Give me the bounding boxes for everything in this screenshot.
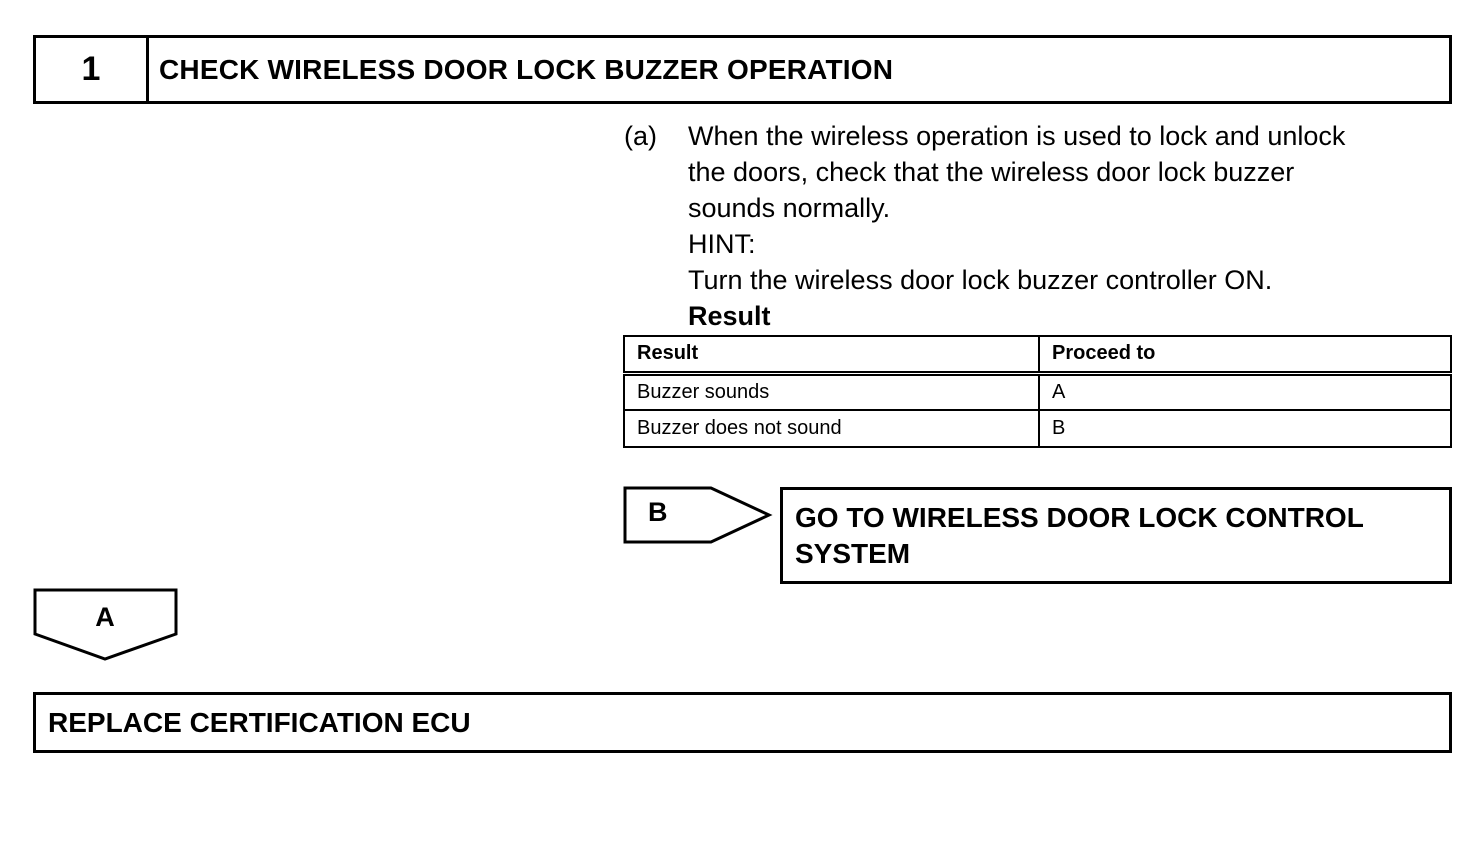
table-row xyxy=(624,410,1451,447)
step-number: 1 xyxy=(36,38,149,101)
instruction-text xyxy=(688,118,1448,334)
instruction-line: sounds normally. xyxy=(688,193,891,223)
instruction-line: the doors, check that the wireless door lock buzzer xyxy=(688,157,1295,187)
instruction-letter: (a) xyxy=(624,121,657,151)
result-label: Result xyxy=(688,301,771,331)
table-header-result: Result xyxy=(624,336,1039,373)
branch-b-label: B xyxy=(648,497,668,527)
step-header xyxy=(33,35,1452,104)
branch-a-label: A xyxy=(95,602,115,632)
table-cell: Buzzer does not sound xyxy=(624,410,1039,447)
hint-label: HINT: xyxy=(688,229,756,259)
table-cell: B xyxy=(1039,410,1451,447)
table-row xyxy=(624,373,1451,410)
result-table xyxy=(623,335,1452,448)
goto-box xyxy=(780,487,1452,584)
table-header-proceed: Proceed to xyxy=(1039,336,1451,373)
table-cell: A xyxy=(1039,373,1451,410)
table-cell: Buzzer sounds xyxy=(624,373,1039,410)
goto-line: SYSTEM xyxy=(795,538,911,569)
final-action-box: REPLACE CERTIFICATION ECU xyxy=(33,692,1452,753)
instruction-line: When the wireless operation is used to lock and unlock xyxy=(688,121,1346,151)
step-title: CHECK WIRELESS DOOR LOCK BUZZER OPERATION xyxy=(159,53,894,85)
hint-text: Turn the wireless door lock buzzer controller ON. xyxy=(688,265,1273,295)
table-header-row xyxy=(624,336,1451,373)
branch-b-arrow xyxy=(623,486,773,544)
goto-line: GO TO WIRELESS DOOR LOCK CONTROL xyxy=(795,502,1364,533)
